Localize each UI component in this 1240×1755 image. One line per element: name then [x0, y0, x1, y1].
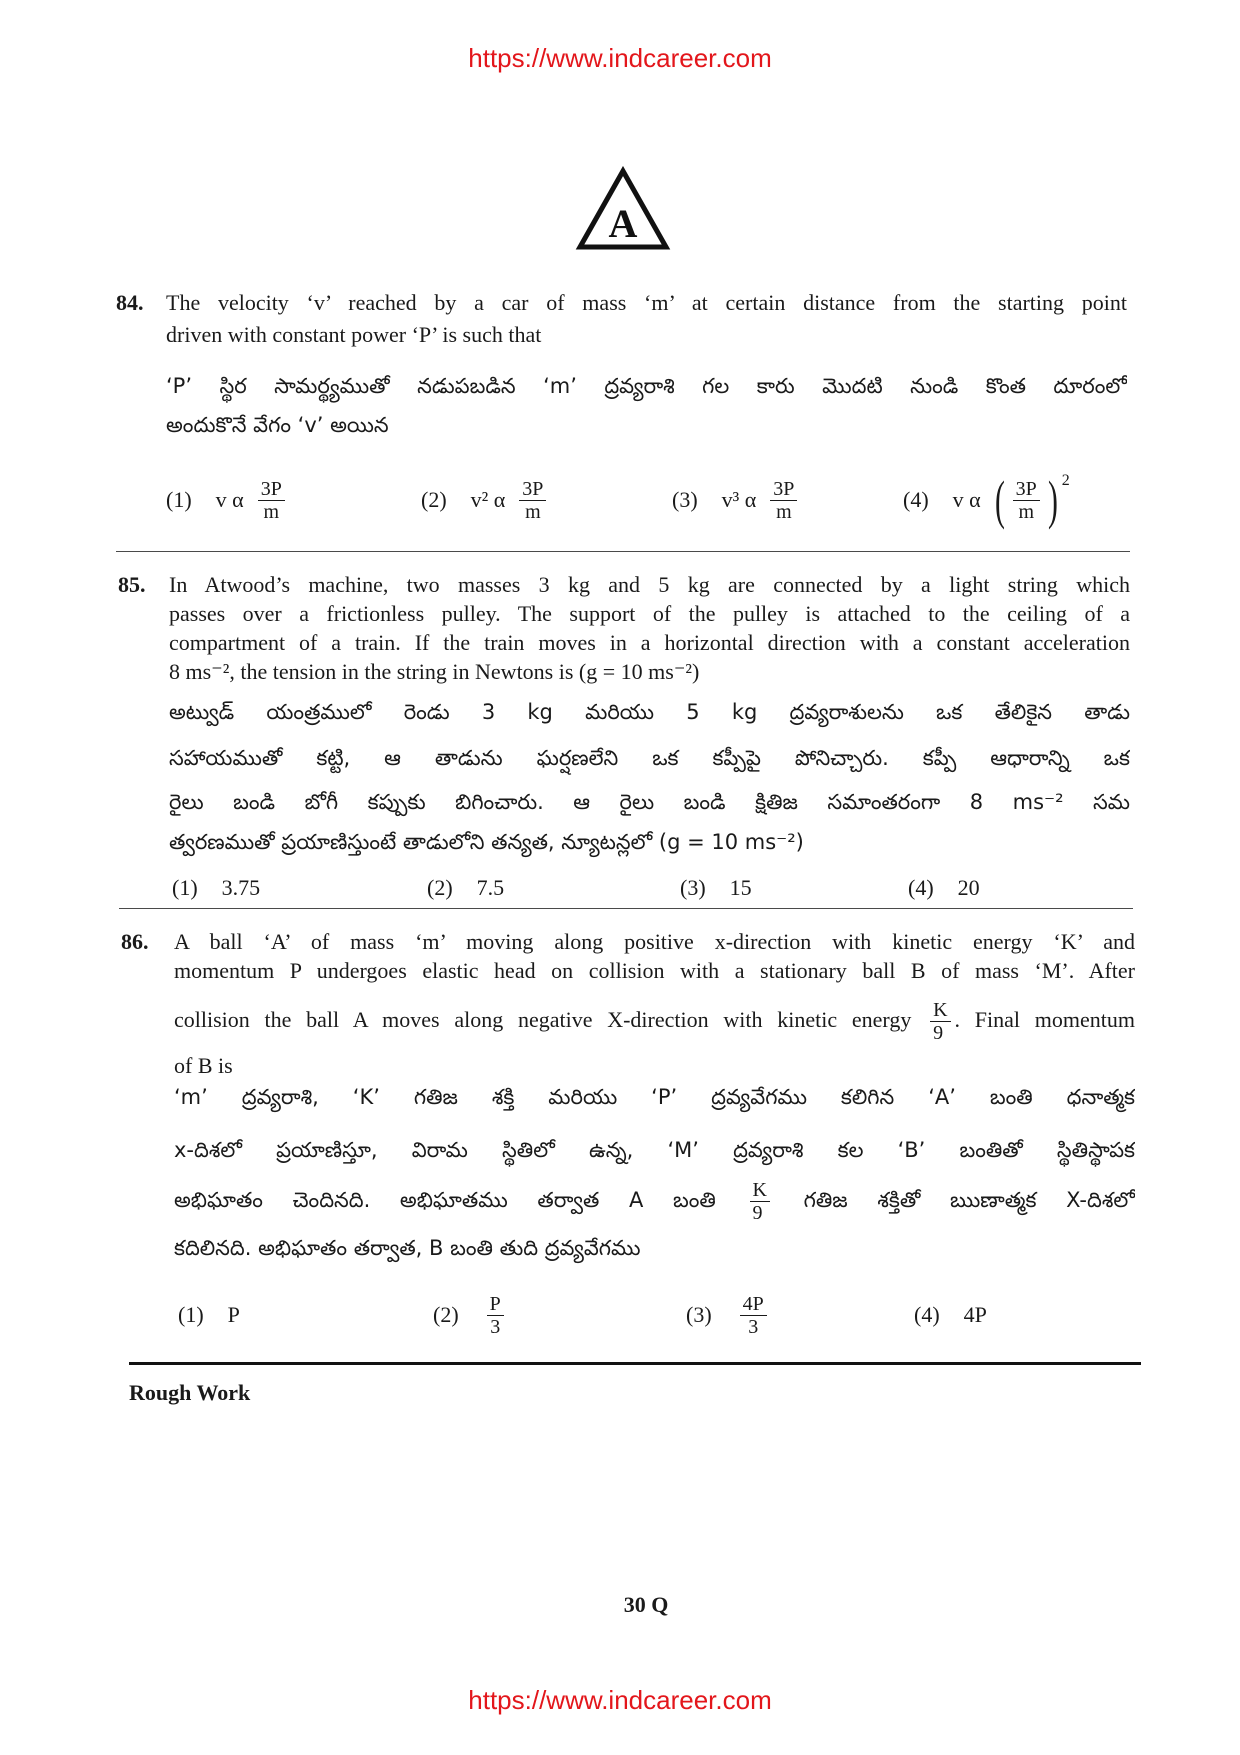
question-telugu-line: అట్వుడ్ యంత్రములో రెండు 3 kg మరియు 5 kg ద్రవ్యరాశులను ఒక తేలికైన తాడు [169, 700, 1130, 724]
option-2 [433, 1285, 508, 1345]
fraction-numerator: K [750, 1179, 770, 1202]
option-label: (4) [903, 487, 929, 512]
fraction-numerator: 3P [519, 478, 546, 501]
text-segment: collision the ball A moves along negative X-direction with kinetic energy [174, 1007, 912, 1032]
option-label: (3) [680, 875, 706, 900]
question-text-line: driven with constant power ‘P’ is such that [166, 322, 542, 347]
text-segment: . Final momentum [954, 1007, 1135, 1032]
option-3 [686, 1285, 771, 1345]
question-telugu-line: ‘m’ ద్రవ్యరాశి, ‘K’ గతిజ శక్తి మరియు ‘P’ ద్రవ్యవేగము కలిగిన ‘A’ బంతి ధనాత్మక [174, 1085, 1135, 1109]
right-parenthesis: ) [1047, 470, 1058, 530]
option-label: (1) [166, 487, 192, 512]
option-label: (3) [672, 487, 698, 512]
option-expression: v³ α [721, 487, 757, 512]
option-fraction [519, 478, 546, 523]
option-expression: v α [215, 487, 244, 512]
question-text-line: momentum P undergoes elastic head on collision with a stationary ball B of mass ‘M’. After [174, 958, 1135, 983]
option-2 [427, 873, 504, 903]
option-4 [903, 470, 1070, 530]
option-label: (4) [908, 875, 934, 900]
fraction-numerator: 3P [258, 478, 285, 501]
question-text-line: of B is [174, 1053, 233, 1078]
fraction-denominator: m [525, 500, 541, 523]
option-value: 4P [963, 1302, 987, 1327]
option-1 [166, 470, 289, 530]
header-url-link[interactable]: https://www.indcareer.com [468, 43, 772, 73]
option-fraction [770, 478, 797, 523]
option-3 [680, 873, 752, 903]
fraction-denominator: m [263, 500, 280, 523]
option-4 [914, 1285, 987, 1345]
option-exponent: 2 [1061, 472, 1070, 489]
option-fraction [740, 1293, 767, 1338]
fraction-denominator: m [776, 500, 792, 523]
page-number: 30 Q [623, 1592, 669, 1617]
fraction-numerator: P [487, 1293, 504, 1316]
fraction-denominator: 9 [752, 1201, 763, 1224]
inline-fraction [930, 999, 950, 1044]
option-label: (4) [914, 1302, 940, 1327]
question-telugu-line: కదిలినది. అభిఘాతం తర్వాత, B బంతి తుది ద్రవ్యవేగము [174, 1236, 641, 1260]
option-1 [178, 1285, 240, 1345]
question-text-line [174, 994, 1135, 1046]
fraction-denominator: m [1018, 500, 1035, 523]
question-text-line: The velocity ‘v’ reached by a car of mass ‘m’ at certain distance from the starting point [166, 290, 1127, 315]
option-value: 15 [729, 875, 752, 900]
option-expression: v² α [470, 487, 506, 512]
fraction-denominator: 3 [748, 1315, 759, 1338]
rough-work-divider [129, 1362, 1141, 1365]
left-parenthesis: ( [994, 470, 1005, 530]
option-3 [672, 470, 801, 530]
option-label: (2) [427, 875, 453, 900]
question-number: 84. [116, 290, 144, 315]
fraction-numerator: 3P [1013, 478, 1040, 501]
option-value: 7.5 [476, 875, 505, 900]
option-label: (3) [686, 1302, 712, 1327]
question-number: 86. [121, 929, 149, 954]
option-2 [421, 470, 550, 530]
option-value: 20 [957, 875, 980, 900]
option-label: (2) [421, 487, 447, 512]
option-1 [172, 873, 260, 903]
question-telugu-line: సహాయముతో కట్టి, ఆ తాడును ఘర్షణలేని ఒక కప్పీపై పోనిచ్చారు. కప్పీ ఆధారాన్ని ఒక [169, 746, 1130, 770]
question-text-line: 8 ms⁻², the tension in the string in Newtons is (g = 10 ms⁻²) [169, 659, 700, 684]
question-divider [119, 908, 1133, 909]
rough-work-heading: Rough Work [129, 1380, 251, 1405]
fraction-numerator: 4P [740, 1293, 767, 1316]
question-telugu-line: రైలు బండి బోగీ కప్పుకు బిగించారు. ఆ రైలు బండి క్షితిజ సమాంతరంగా 8 ms⁻² సమ [169, 790, 1130, 814]
fraction-numerator: 3P [770, 478, 797, 501]
option-fraction [1013, 478, 1040, 523]
inline-fraction [750, 1179, 770, 1224]
option-expression: v α [952, 487, 981, 512]
question-text-line: passes over a frictionless pulley. The support of the pulley is attached to the ceiling of a [169, 601, 1130, 626]
question-text-line: In Atwood’s machine, two masses 3 kg and 5 kg are connected by a light string which [169, 572, 1130, 597]
text-segment: అభిఘాతం చెందినది. అభిఘాతము తర్వాత A బంతి [174, 1188, 716, 1212]
question-divider [116, 551, 1130, 552]
fraction-numerator: K [930, 999, 950, 1022]
option-label: (1) [178, 1302, 204, 1327]
option-fraction [258, 478, 285, 523]
question-text-line: compartment of a train. If the train moves in a horizontal direction with a constant acceleration [169, 630, 1130, 655]
question-telugu-line: త్వరణముతో ప్రయాణిస్తుంటే తాడులోని తన్యత, న్యూటన్లలో (g = 10 ms⁻²) [169, 830, 804, 854]
question-telugu-line: అందుకొనే వేగం ‘v’ అయిన [166, 413, 389, 437]
option-4 [908, 873, 980, 903]
option-value: P [227, 1302, 240, 1327]
option-label: (1) [172, 875, 198, 900]
option-label: (2) [433, 1302, 459, 1327]
booklet-code: A [608, 201, 638, 246]
fraction-denominator: 9 [933, 1022, 944, 1045]
question-text-line: A ball ‘A’ of mass ‘m’ moving along positive x-direction with kinetic energy ‘K’ and [174, 929, 1135, 954]
question-telugu-line [174, 1174, 1135, 1226]
option-fraction [487, 1293, 504, 1338]
fraction-denominator: 3 [490, 1315, 501, 1338]
booklet-code-triangle-icon [575, 166, 671, 252]
question-number: 85. [118, 572, 146, 597]
option-value: 3.75 [221, 875, 261, 900]
question-telugu-line: x-దిశలో ప్రయాణిస్తూ, విరామ స్థితిలో ఉన్న, ‘M’ ద్రవ్యరాశి కల ‘B’ బంతితో స్థితిస్థాపక [174, 1138, 1135, 1162]
text-segment: గతిజ శక్తితో ఋణాత్మక X-దిశలో [803, 1188, 1135, 1212]
footer-url-link[interactable]: https://www.indcareer.com [468, 1685, 772, 1715]
question-telugu-line: ‘P’ స్థిర సామర్థ్యముతో నడుపబడిన ‘m’ ద్రవ్యరాశి గల కారు మొదటి నుండి కొంత దూరంలో [166, 374, 1127, 398]
